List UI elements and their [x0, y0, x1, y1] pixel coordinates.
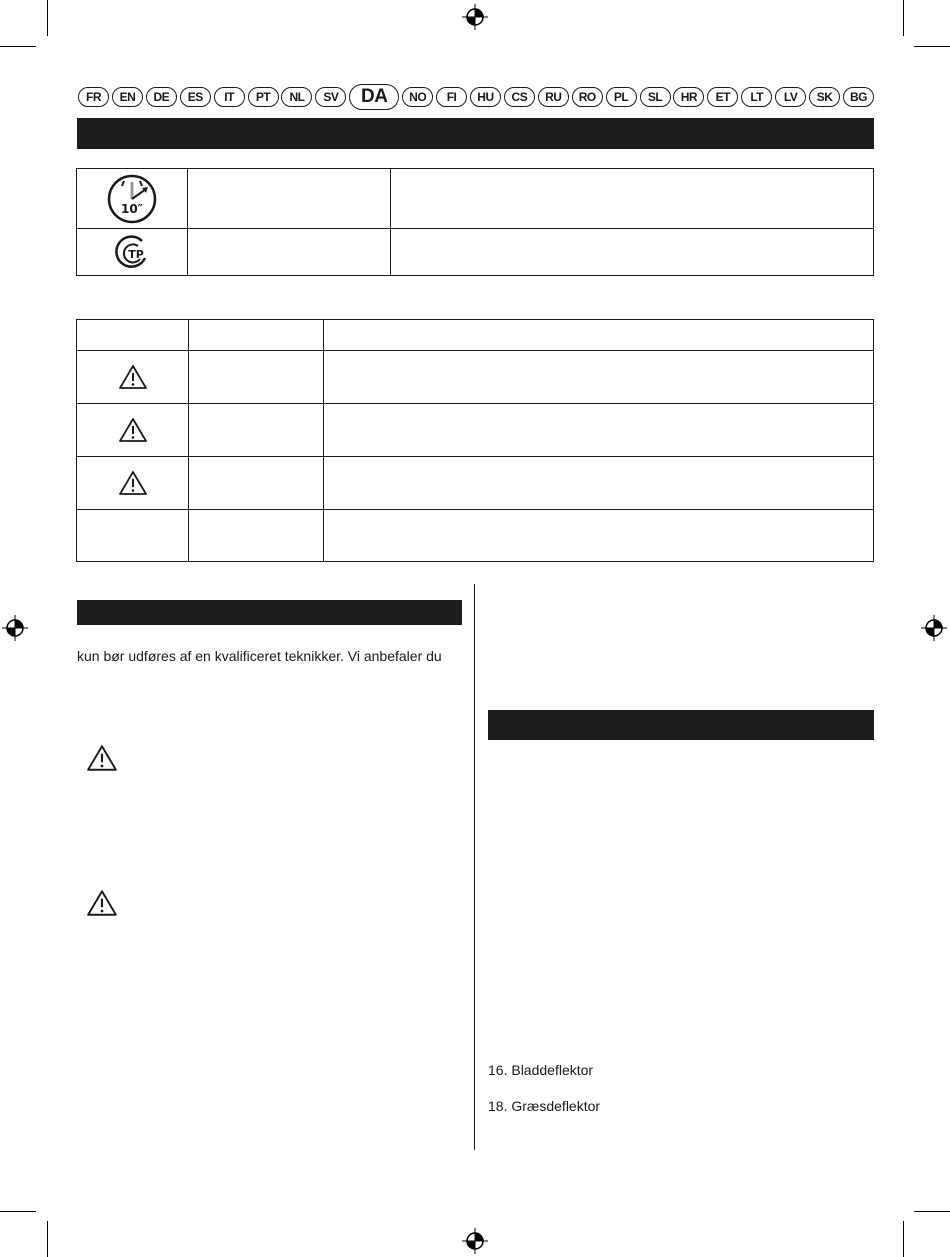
language-tab-ru[interactable]: RU — [538, 87, 569, 107]
language-tab-pl[interactable]: PL — [606, 87, 637, 107]
warning-triangle-icon — [118, 417, 148, 443]
warning-triangle-icon — [86, 744, 118, 772]
language-tabs — [78, 86, 874, 108]
gost-icon-label: TP — [128, 248, 144, 261]
language-tab-nl[interactable]: NL — [281, 87, 312, 107]
table-row — [77, 457, 874, 510]
language-tab-fr[interactable]: FR — [78, 87, 109, 107]
warning-triangle-icon — [86, 889, 118, 917]
table-row — [77, 229, 874, 276]
warning-table — [76, 319, 874, 562]
right-section-header-bar — [488, 710, 874, 740]
language-tab-lt[interactable]: LT — [741, 87, 772, 107]
list-item: 16. Bladdeflektor — [488, 1062, 594, 1078]
warning-triangle-icon — [118, 364, 148, 390]
column-divider — [474, 584, 475, 1150]
crop-mark — [0, 46, 36, 47]
language-tab-no[interactable]: NO — [402, 87, 433, 107]
language-tab-lv[interactable]: LV — [775, 87, 806, 107]
crop-mark — [47, 1221, 48, 1257]
registration-mark-icon — [462, 1228, 488, 1254]
symbols-table — [76, 168, 874, 276]
language-tab-cs[interactable]: CS — [504, 87, 535, 107]
warning-triangle-icon — [118, 470, 148, 496]
crop-mark — [914, 1211, 950, 1212]
language-tab-it[interactable]: IT — [214, 87, 245, 107]
language-tab-ro[interactable]: RO — [572, 87, 603, 107]
crop-mark — [903, 1221, 904, 1257]
clock-icon-label: 10″ — [120, 201, 144, 216]
table-row — [77, 404, 874, 457]
table-row — [77, 351, 874, 404]
crop-mark — [47, 0, 48, 36]
crop-mark — [0, 1211, 36, 1212]
table-row — [77, 169, 874, 229]
gost-certification-icon — [112, 232, 152, 272]
crop-mark — [914, 46, 950, 47]
language-tab-pt[interactable]: PT — [248, 87, 279, 107]
language-tab-hr[interactable]: HR — [673, 87, 704, 107]
section-header-bar — [77, 118, 874, 149]
registration-mark-icon — [921, 615, 947, 641]
registration-mark-icon — [2, 615, 28, 641]
table-header-row — [77, 320, 874, 351]
language-tab-en[interactable]: EN — [112, 87, 143, 107]
language-tab-sk[interactable]: SK — [809, 87, 840, 107]
table-row — [77, 510, 874, 562]
language-tab-da[interactable]: DA — [349, 84, 399, 110]
language-tab-sl[interactable]: SL — [640, 87, 671, 107]
left-section-header-bar — [77, 600, 462, 625]
language-tab-bg[interactable]: BG — [843, 87, 874, 107]
language-tab-sv[interactable]: SV — [315, 87, 346, 107]
list-item: 18. Græsdeflektor — [488, 1098, 601, 1114]
language-tab-de[interactable]: DE — [146, 87, 177, 107]
language-tab-fi[interactable]: FI — [436, 87, 467, 107]
clock-10-seconds-icon — [106, 173, 158, 225]
left-paragraph: kun bør udføres af en kvalificeret teknikker. Vi anbefaler du — [77, 648, 442, 664]
language-tab-es[interactable]: ES — [180, 87, 211, 107]
registration-mark-icon — [462, 4, 488, 30]
language-tab-et[interactable]: ET — [707, 87, 738, 107]
crop-mark — [903, 0, 904, 36]
language-tab-hu[interactable]: HU — [470, 87, 501, 107]
